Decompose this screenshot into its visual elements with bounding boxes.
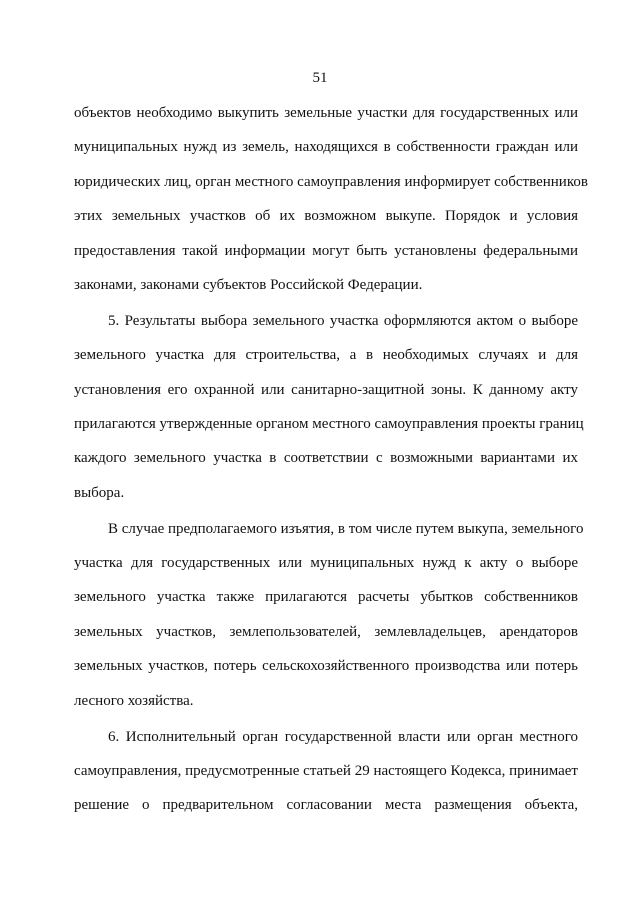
text-line: самоуправления, предусмотренные статьей 29 настоящего Кодекса, принимает <box>74 762 578 779</box>
text-line: муниципальных нужд из земель, находящихся в собственности граждан или <box>74 139 578 156</box>
text-line: предоставления такой информации могут быть установлены федеральными <box>74 242 578 259</box>
text-line: выбора. <box>74 484 125 501</box>
text-line: участка для государственных или муниципальных нужд к акту о выборе <box>74 555 578 572</box>
text-line: прилагаются утвержденные органом местного самоуправления проекты границ <box>74 416 584 433</box>
text-line: земельного участка также прилагаются расчеты убытков собственников <box>74 589 578 606</box>
text-line: В случае предполагаемого изъятия, в том числе путем выкупа, земельного <box>108 520 584 537</box>
paragraph <box>74 96 588 302</box>
text-line: законами, законами субъектов Российской Федерации. <box>74 276 423 293</box>
text-line: земельных участков, землепользователей, землевладельцев, арендаторов <box>74 623 578 640</box>
text-line: решение о предварительном согласовании места размещения объекта, <box>74 797 578 814</box>
text-line: каждого земельного участка в соответствии с возможными вариантами их <box>74 450 578 467</box>
text-line: юридических лиц, орган местного самоуправления информирует собственников <box>74 173 588 190</box>
text-line: земельного участка для строительства, а в необходимых случаях и для <box>74 347 578 364</box>
text-line: установления его охранной или санитарно-защитной зоны. К данному акту <box>74 381 578 398</box>
paragraph <box>74 720 578 823</box>
page-number: 51 <box>312 70 328 86</box>
text-line: земельных участков, потерь сельскохозяйственного производства или потерь <box>74 658 578 675</box>
text-line: 6. Исполнительный орган государственной власти или орган местного <box>108 728 578 745</box>
text-line: этих земельных участков об их возможном выкупе. Порядок и условия <box>74 208 578 225</box>
text-line: 5. Результаты выбора земельного участка оформляются актом о выборе <box>108 312 578 329</box>
document-body <box>74 96 588 823</box>
text-line: объектов необходимо выкупить земельные участки для государственных или <box>74 105 578 121</box>
paragraph <box>74 512 584 718</box>
text-line: лесного хозяйства. <box>74 692 194 709</box>
paragraph <box>74 304 584 510</box>
